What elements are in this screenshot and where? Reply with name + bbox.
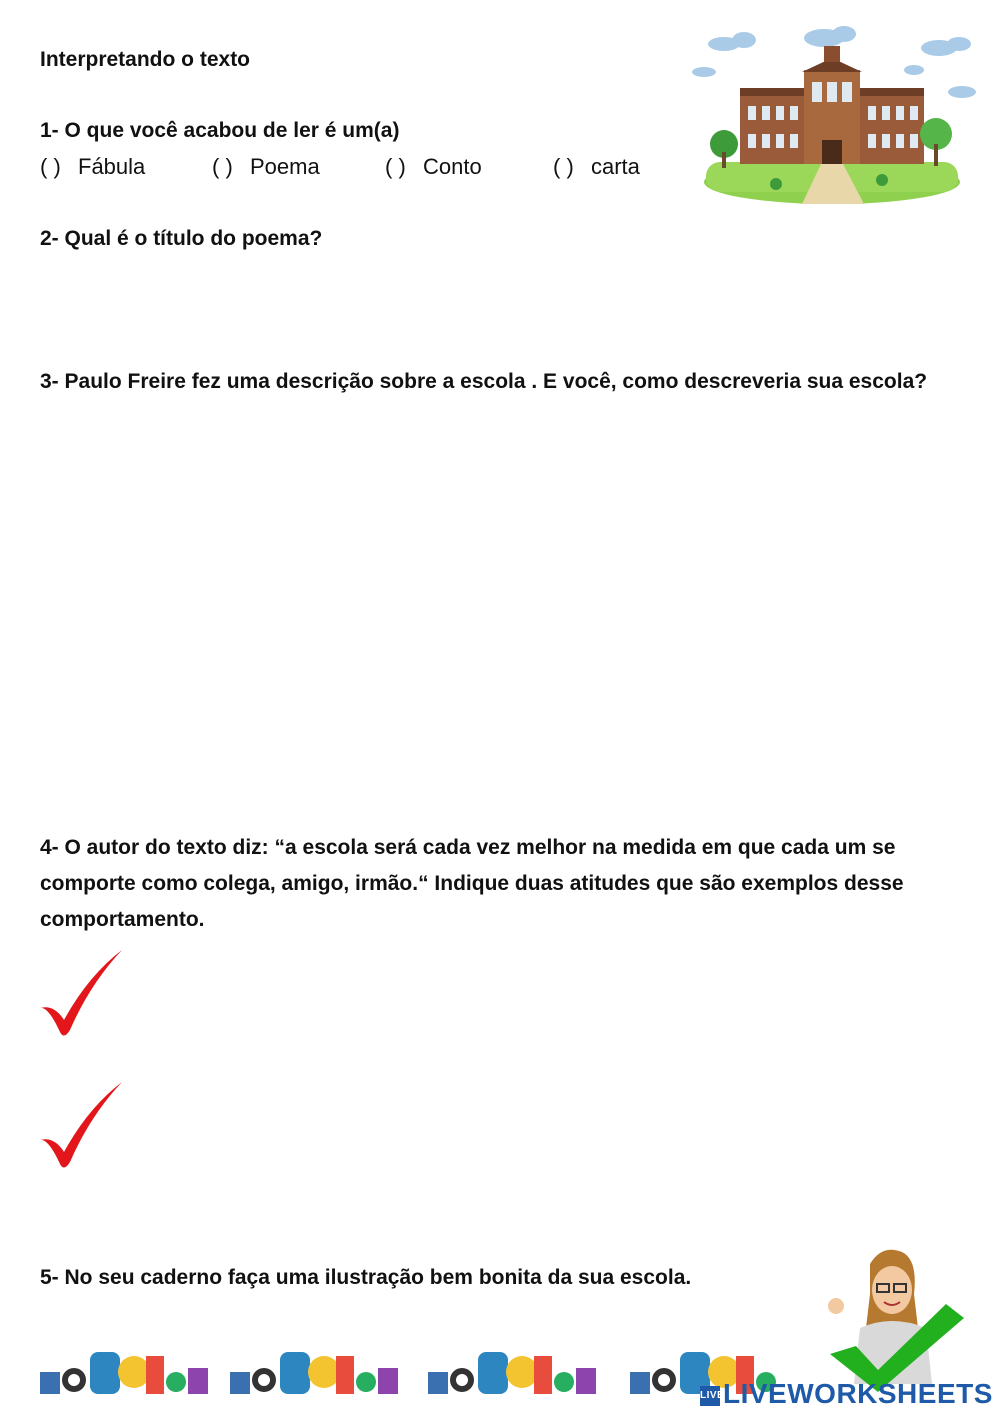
option-carta[interactable] xyxy=(553,150,640,184)
brand-name: LIVEWORKSHEETS xyxy=(723,1378,993,1409)
option-label: Poema xyxy=(250,154,320,179)
option-checkbox[interactable]: ( ) xyxy=(553,154,574,179)
brand-logo xyxy=(700,1378,993,1410)
check-mark-icon xyxy=(38,1078,124,1172)
school-supplies-icon xyxy=(428,1342,598,1398)
option-conto[interactable] xyxy=(385,150,482,184)
option-checkbox[interactable]: ( ) xyxy=(385,154,406,179)
question-4: 4- O autor do texto diz: “a escola será cada vez melhor na medida em que cada um se comporte como colega, amigo, irmão.“ Indique duas atitudes que são exemplos desse comportamento. xyxy=(40,836,904,931)
question-3: 3- Paulo Freire fez uma descrição sobre a escola . E você, como descreveria sua escola? xyxy=(40,370,928,393)
option-fabula[interactable] xyxy=(40,150,145,184)
question-5: 5- No seu caderno faça uma ilustração bem bonita da sua escola. xyxy=(40,1266,692,1289)
option-poema[interactable] xyxy=(212,150,320,184)
option-label: Conto xyxy=(423,154,482,179)
brand-badge: LIVE xyxy=(700,1386,720,1406)
school-supplies-icon xyxy=(40,1342,210,1398)
question-2: 2- Qual é o título do poema? xyxy=(40,227,323,250)
option-label: Fábula xyxy=(78,154,146,179)
option-label: carta xyxy=(591,154,640,179)
school-building-icon xyxy=(684,22,980,206)
check-mark-icon xyxy=(38,946,124,1040)
option-checkbox[interactable]: ( ) xyxy=(40,154,61,179)
option-checkbox[interactable]: ( ) xyxy=(212,154,233,179)
school-supplies-icon xyxy=(230,1342,400,1398)
question-1: 1- O que você acabou de ler é um(a) xyxy=(40,119,400,142)
worksheet-heading: Interpretando o texto xyxy=(40,48,251,71)
